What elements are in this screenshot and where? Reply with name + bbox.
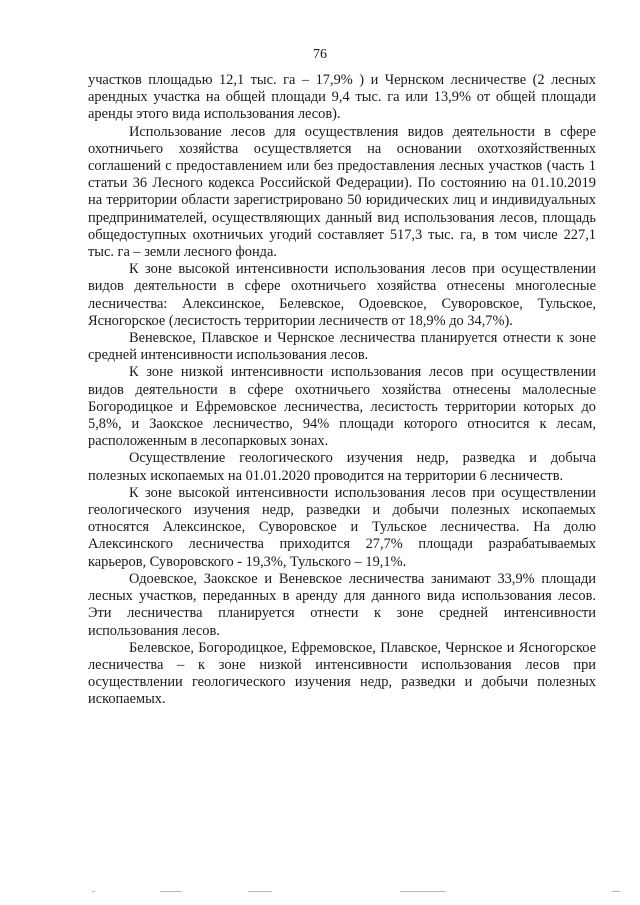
paragraph: Одоевское, Заокское и Веневское лесничества занимают 33,9% площади лесных участков, переданных в аренду для данного вида использования лесов. Эти лесничества планируется отнести к зоне средней интенсивности использования лесов. — [88, 570, 596, 639]
paragraph: К зоне высокой интенсивности использования лесов при осуществлении геологического изучения недр, разведки и добычи полезных ископаемых относятся Алексинское, Суворовское и Тульское лесничества. На долю Алексинского лесничества приходится 27,7% площади разрабатываемых карьеров, Суворовского - 19,3%, Тульского – 19,1%. — [88, 484, 596, 570]
paragraph: участков площадью 12,1 тыс. га – 17,9% ) и Чернском лесничестве (2 лесных арендных участка на общей площади 9,4 тыс. га или 13,9% от общей площади аренды этого вида использования лесов). — [88, 72, 596, 123]
scan-artifact — [160, 891, 182, 892]
scan-artifact — [92, 891, 95, 892]
paragraph: Белевское, Богородицкое, Ефремовское, Плавское, Чернское и Ясногорское лесничества – к зоне низкой интенсивности использования лесов при осуществлении геологического изучения недр, разведки и добычи полезных ископаемых. — [88, 639, 596, 708]
page-number: 76 — [313, 47, 327, 62]
scan-artifact — [248, 891, 272, 892]
paragraph: Веневское, Плавское и Чернское лесничества планируется отнести к зоне средней интенсивности использования лесов. — [88, 330, 596, 364]
paragraph: К зоне низкой интенсивности использования лесов при осуществлении видов деятельности в сфере охотничьего хозяйства отнесены малолесные Богородицкое и Ефремовское лесничества, лесистость территории которых до 5,8%, и Заокское лесничество, 94% площади которого относится к лесам, расположенным в лесопарковых зонах. — [88, 364, 596, 450]
paragraph: Использование лесов для осуществления видов деятельности в сфере охотничьего хозяйства осуществляется на основании охотхозяйственных соглашений с предоставлением или без предоставления лесных участков (часть 1 статьи 36 Лесного кодекса Российской Федерации). По состоянию на 01.10.2019 на территории области зарегистрировано 50 юридических лиц и индивидуальных предпринимателей, осуществляющих данный вид использования лесов, площадь общедоступных охотничьих угодий составляет 517,3 тыс. га, в том числе 227,1 тыс. га – земли лесного фонда. — [88, 123, 596, 261]
document-body — [88, 72, 596, 709]
paragraph: Осуществление геологического изучения недр, разведка и добыча полезных ископаемых на 01.01.2020 проводится на территории 6 лесничеств. — [88, 450, 596, 484]
scan-artifact — [400, 891, 446, 892]
scan-artifact — [612, 891, 620, 892]
paragraph: К зоне высокой интенсивности использования лесов при осуществлении видов деятельности в сфере охотничьего хозяйства отнесены многолесные лесничества: Алексинское, Белевское, Одоевское, Суворовское, Тульское, Ясногорское (лесистость территории лесничеств от 18,9% до 34,7%). — [88, 261, 596, 329]
